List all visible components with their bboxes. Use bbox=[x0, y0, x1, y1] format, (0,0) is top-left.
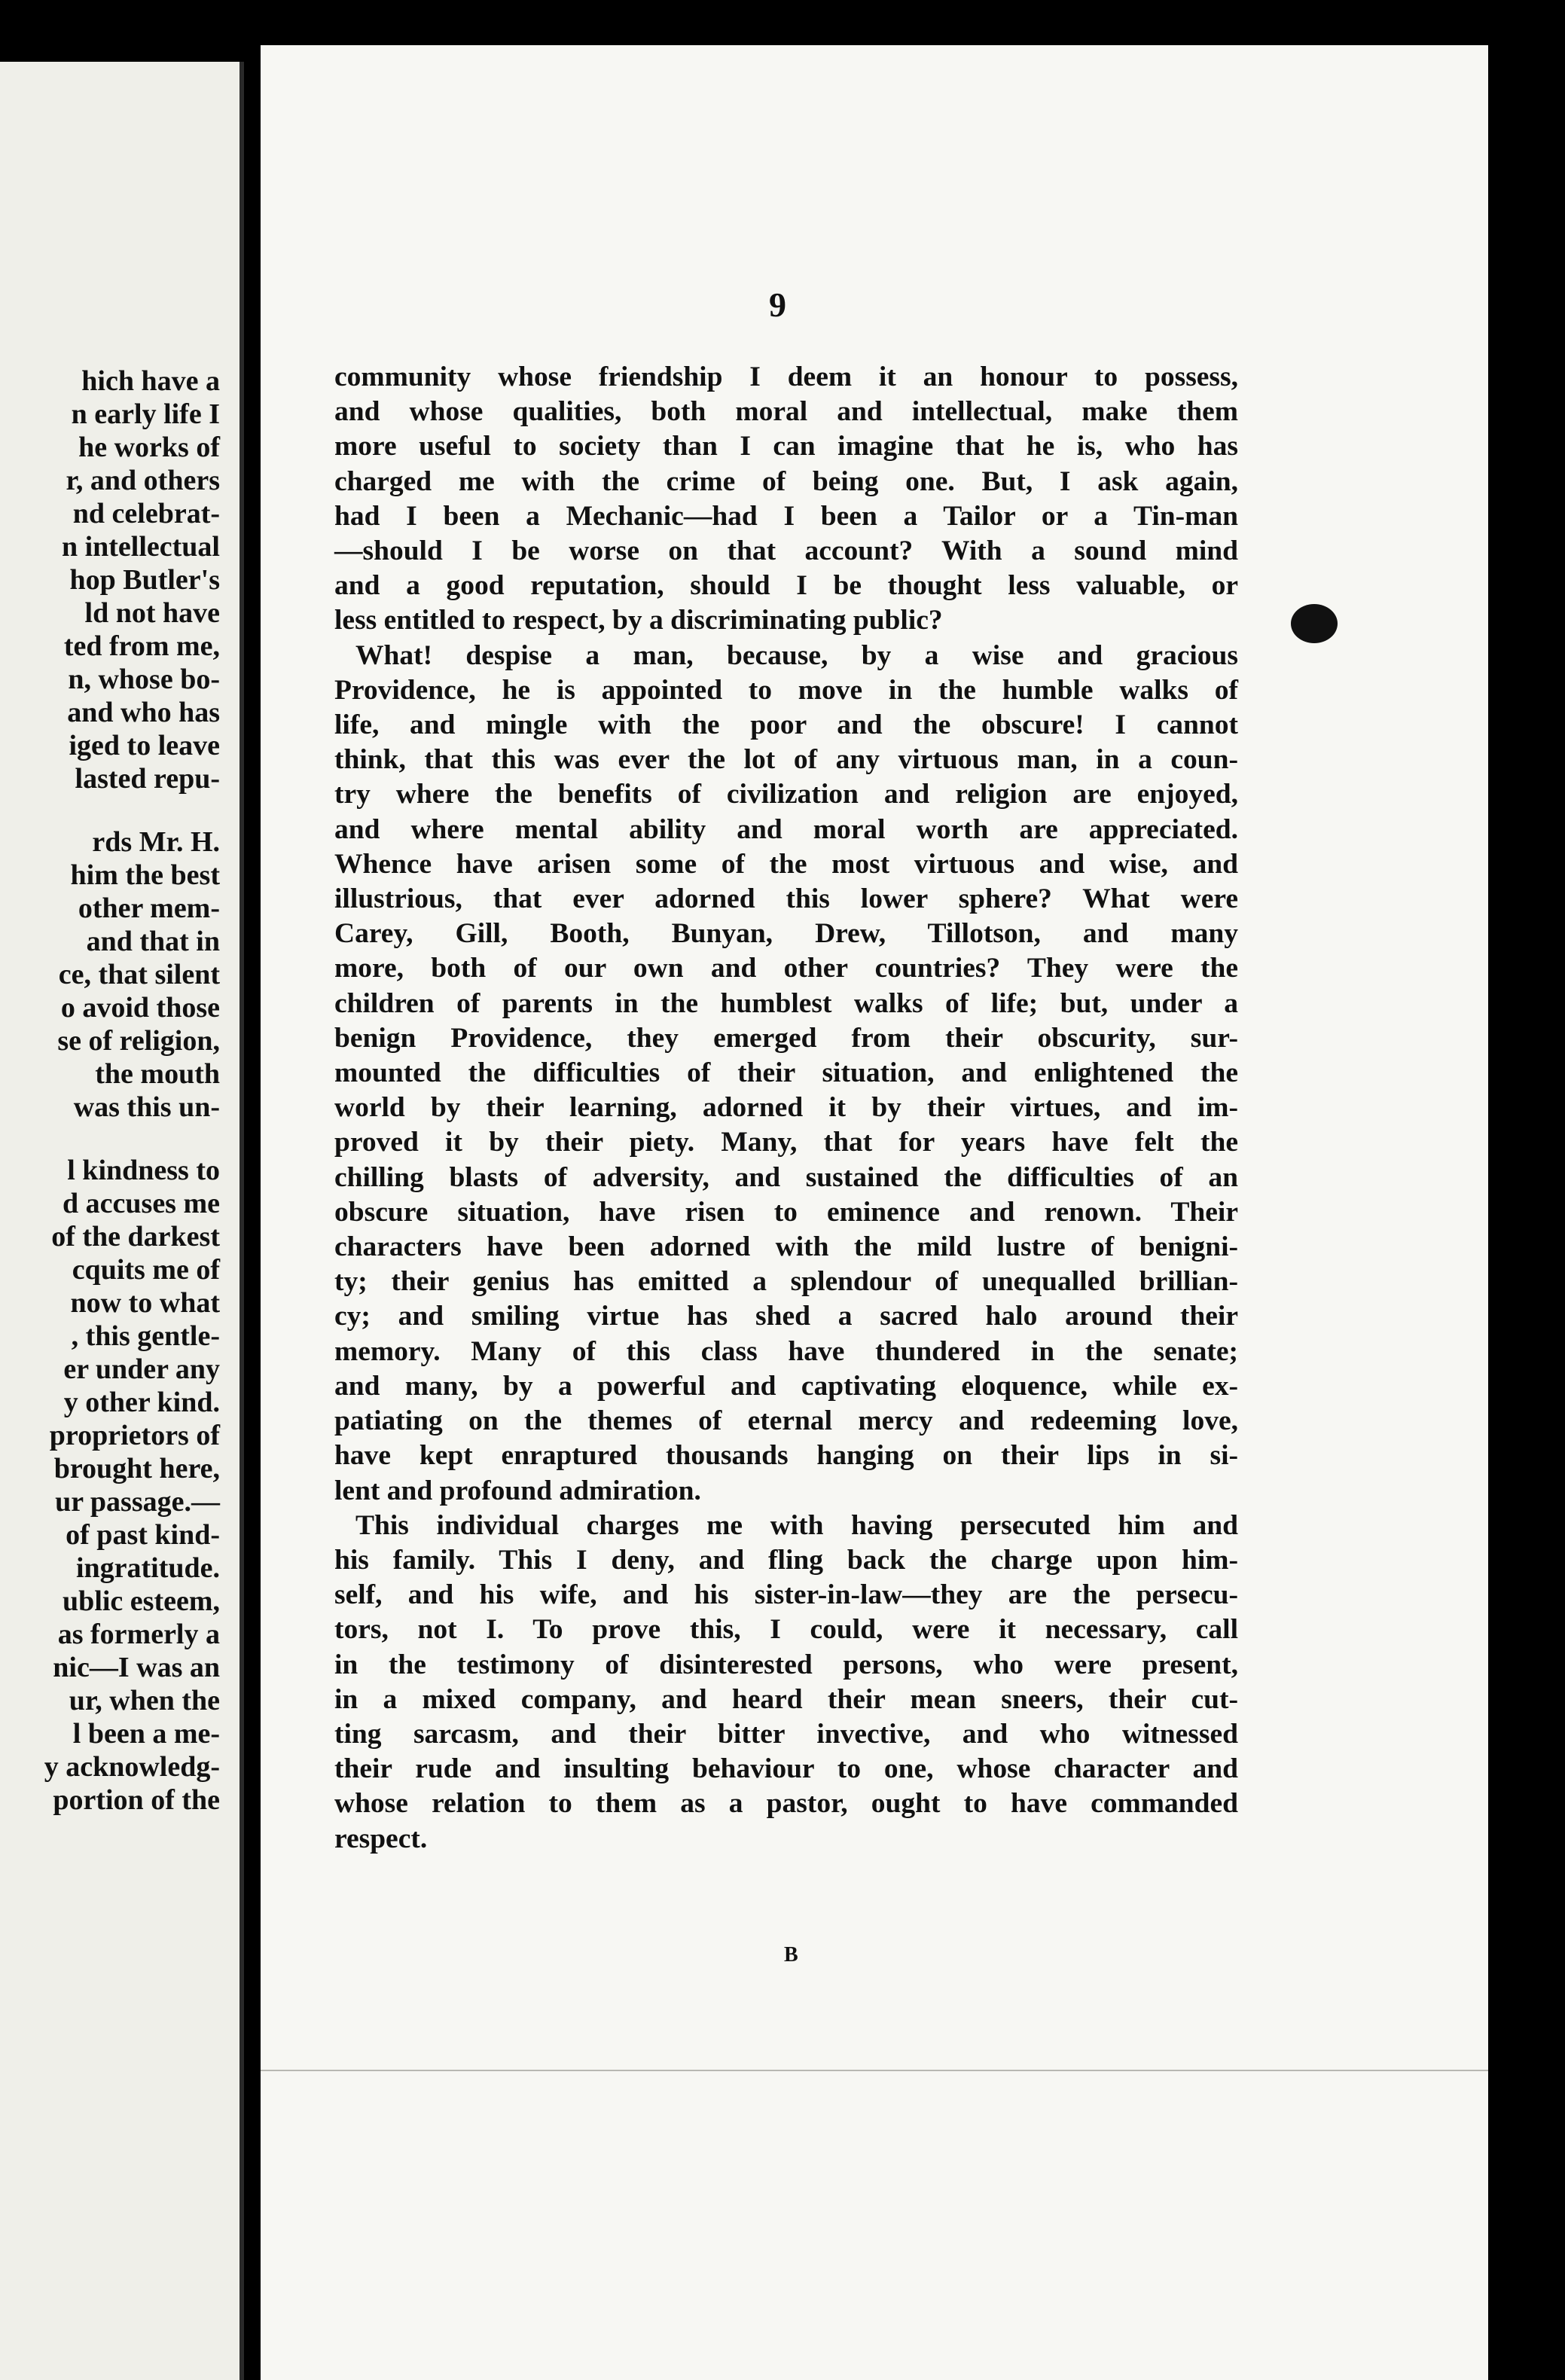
left-fragment-line: ted from me, bbox=[63, 630, 220, 662]
text-line: whose relation to them as a pastor, ought to have commanded bbox=[334, 1788, 1238, 1820]
text-line: Carey, Gill, Booth, Bunyan, Drew, Tillotson, and many bbox=[334, 918, 1238, 950]
text-line: less entitled to respect, by a discriminating public? bbox=[334, 605, 943, 636]
text-line: chilling blasts of adversity, and sustained the difficulties of an bbox=[334, 1161, 1238, 1193]
left-fragment-line: was this un- bbox=[73, 1091, 220, 1123]
text-line: and whose qualities, both moral and intellectual, make them bbox=[334, 396, 1238, 428]
left-fragment-line: n early life I bbox=[71, 398, 220, 430]
text-line: ty; their genius has emitted a splendour of unequalled brillian- bbox=[334, 1266, 1238, 1298]
text-line: self, and his wife, and his sister-in-law—they are the persecu- bbox=[334, 1579, 1238, 1611]
text-line: more useful to society than I can imagine that he is, who has bbox=[334, 431, 1238, 462]
left-fragment-line: other mem- bbox=[78, 892, 220, 924]
text-line: ting sarcasm, and their bitter invective, and who witnessed bbox=[334, 1718, 1238, 1750]
left-fragment-line bbox=[44, 1124, 220, 1154]
left-fragment-line: and that in bbox=[86, 926, 220, 957]
left-fragment-line: nd celebrat- bbox=[72, 498, 220, 529]
ink-blot bbox=[1291, 604, 1338, 643]
left-fragment-line: hich have a bbox=[81, 365, 220, 397]
text-line: patiating on the themes of eternal mercy and redeeming love, bbox=[334, 1405, 1238, 1437]
text-line: obscure situation, have risen to eminence and renown. Their bbox=[334, 1196, 1238, 1228]
left-fragment-line: rds Mr. H. bbox=[92, 826, 220, 858]
left-fragment-line: he works of bbox=[78, 432, 220, 463]
text-line: lent and profound admiration. bbox=[334, 1475, 701, 1506]
text-line: and a good reputation, should I be thought less valuable, or bbox=[334, 570, 1238, 602]
paragraph bbox=[334, 1509, 1238, 1857]
text-line: proved it by their piety. Many, that for years have felt the bbox=[334, 1127, 1238, 1158]
left-fragment-line: cquits me of bbox=[72, 1254, 220, 1286]
text-line: life, and mingle with the poor and the obscure! I cannot bbox=[334, 709, 1238, 741]
text-line: and many, by a powerful and captivating eloquence, while ex- bbox=[334, 1370, 1238, 1402]
left-column-text bbox=[44, 365, 220, 1817]
text-line: memory. Many of this class have thundered in the senate; bbox=[334, 1335, 1238, 1367]
left-fragment-line: and who has bbox=[67, 697, 220, 728]
left-fragment-line bbox=[44, 795, 220, 825]
text-line: mounted the difficulties of their situation, and enlightened the bbox=[334, 1057, 1238, 1089]
left-fragment-line: ce, that silent bbox=[58, 959, 220, 990]
left-fragment-line: now to what bbox=[70, 1287, 220, 1319]
paragraph bbox=[334, 639, 1238, 1509]
left-fragment-line: se of religion, bbox=[57, 1025, 220, 1057]
text-line: community whose friendship I deem it an honour to possess, bbox=[334, 362, 1238, 392]
text-line: in the testimony of disinterested persons, who were present, bbox=[334, 1649, 1238, 1680]
text-line: This individual charges me with having persecuted him and bbox=[355, 1509, 1238, 1541]
text-line: world by their learning, adorned it by their virtues, and im- bbox=[334, 1092, 1238, 1124]
left-fragment-line: him the best bbox=[70, 859, 220, 891]
left-fragment-line: hop Butler's bbox=[69, 564, 220, 596]
left-fragment-line: er under any bbox=[63, 1353, 220, 1385]
left-fragment-line: of the darkest bbox=[51, 1221, 220, 1253]
paragraph bbox=[334, 360, 1238, 639]
text-line: had I been a Mechanic—had I been a Tailor or a Tin-man bbox=[334, 500, 1238, 532]
text-line: What! despise a man, because, by a wise and gracious bbox=[355, 639, 1238, 671]
text-line: tors, not I. To prove this, I could, were it necessary, call bbox=[334, 1614, 1238, 1646]
text-line: —should I be worse on that account? With a sound mind bbox=[334, 536, 1238, 567]
text-line: their rude and insulting behaviour to one, whose character and bbox=[334, 1753, 1238, 1785]
left-fragment-line: , this gentle- bbox=[71, 1320, 220, 1352]
left-fragment-line: r, and others bbox=[66, 465, 220, 496]
left-page-fragment bbox=[0, 62, 244, 2380]
left-fragment-line: proprietors of bbox=[49, 1420, 220, 1451]
left-fragment-line: y acknowledg- bbox=[44, 1751, 220, 1783]
left-fragment-line: of past kind- bbox=[66, 1519, 220, 1551]
right-page bbox=[261, 45, 1488, 2380]
text-line: try where the benefits of civilization and religion are enjoyed, bbox=[334, 779, 1238, 810]
text-line: more, both of our own and other countries? They were the bbox=[334, 953, 1238, 984]
left-fragment-line: ur passage.— bbox=[55, 1486, 220, 1518]
body-text bbox=[334, 360, 1238, 1857]
left-fragment-line: portion of the bbox=[53, 1784, 220, 1816]
left-fragment-line: iged to leave bbox=[69, 730, 220, 761]
text-line: cy; and smiling virtue has shed a sacred halo around their bbox=[334, 1301, 1238, 1332]
left-fragment-line: ublic esteem, bbox=[63, 1585, 220, 1617]
text-line: Whence have arisen some of the most virtuous and wise, and bbox=[334, 848, 1238, 880]
text-line: characters have been adorned with the mild lustre of benigni- bbox=[334, 1231, 1238, 1263]
left-fragment-line: l kindness to bbox=[67, 1155, 220, 1186]
left-fragment-line: o avoid those bbox=[60, 992, 220, 1024]
page-number: 9 bbox=[769, 285, 786, 324]
left-fragment-line: the mouth bbox=[95, 1058, 220, 1090]
left-fragment-line: y other kind. bbox=[63, 1387, 220, 1418]
left-fragment-line: ur, when the bbox=[69, 1685, 220, 1716]
left-fragment-line: ingratitude. bbox=[75, 1552, 220, 1584]
text-line: benign Providence, they emerged from their obscurity, sur- bbox=[334, 1022, 1238, 1054]
left-fragment-line: n intellectual bbox=[61, 531, 220, 563]
left-fragment-line: ld not have bbox=[84, 597, 220, 629]
text-line: his family. This I deny, and fling back the charge upon him- bbox=[334, 1544, 1238, 1576]
text-line: have kept enraptured thousands hanging on their lips in si- bbox=[334, 1440, 1238, 1472]
text-line: think, that this was ever the lot of any virtuous man, in a coun- bbox=[334, 744, 1238, 776]
text-line: respect. bbox=[334, 1823, 428, 1854]
left-fragment-line: l been a me- bbox=[72, 1718, 220, 1750]
text-line: charged me with the crime of being one. But, I ask again, bbox=[334, 465, 1238, 497]
text-line: illustrious, that ever adorned this lower sphere? What were bbox=[334, 883, 1238, 915]
left-fragment-line: as formerly a bbox=[57, 1619, 220, 1650]
text-line: and where mental ability and moral worth are appreciated. bbox=[334, 813, 1238, 845]
left-fragment-line: d accuses me bbox=[63, 1188, 220, 1219]
left-fragment-line: nic—I was an bbox=[53, 1652, 220, 1683]
text-line: in a mixed company, and heard their mean sneers, their cut- bbox=[334, 1683, 1238, 1715]
left-fragment-line: n, whose bo- bbox=[68, 664, 220, 695]
signature-mark: B bbox=[784, 1943, 798, 1967]
fold-line bbox=[261, 2070, 1488, 2071]
text-line: children of parents in the humblest walks of life; but, under a bbox=[334, 987, 1238, 1019]
left-fragment-line: brought here, bbox=[53, 1453, 220, 1484]
left-fragment-line: lasted repu- bbox=[75, 763, 220, 795]
text-line: Providence, he is appointed to move in the humble walks of bbox=[334, 674, 1238, 706]
